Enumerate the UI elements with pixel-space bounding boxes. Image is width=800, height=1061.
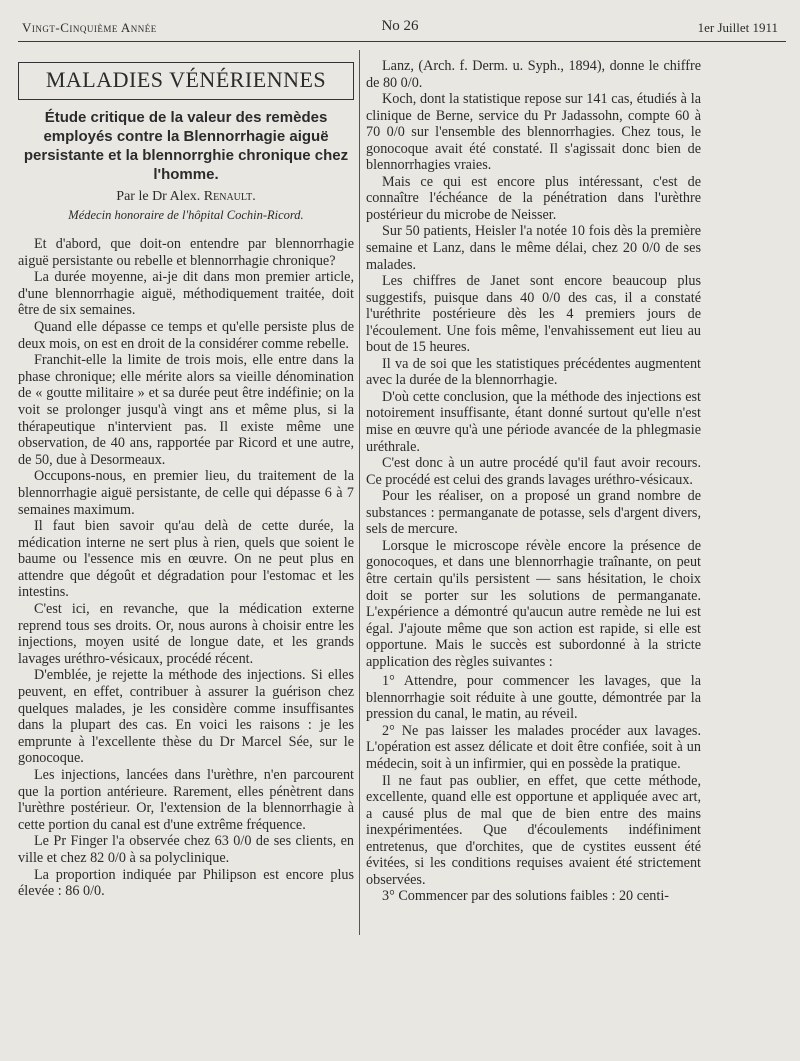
paragraph: Les injections, lancées dans l'urèthre, n'en parcourent que la portion antérieure. Rarement, elles pénètrent dans l'urèthre postérieur. Or, l'extension de la blennorrhagie à cette portion du canal est d'une extrême fréquence. [18,767,354,833]
header-rule [18,41,786,42]
paragraph: D'emblée, je rejette la méthode des injections. Si elles peuvent, en effet, contribuer à assurer la guérison chez quelques malades, je les considère comme insuffisantes dans la plupart des cas. En voici les raisons : je les emprunte à l'excellente thèse du Dr Marcel Sée, sur le gonocoque. [18,667,354,767]
byline-author: Renault. [203,189,256,204]
right-column [366,58,701,905]
left-column [18,58,354,900]
paragraph: Sur 50 patients, Heisler l'a notée 10 fois dès la première semaine et Lanz, dans le même délai, chez 20 0/0 de ses malades. [366,223,701,273]
paragraph: Le Pr Finger l'a observée chez 63 0/0 de ses clients, en ville et chez 82 0/0 à sa polyclinique. [18,833,354,866]
paragraph: Il ne faut pas oublier, en effet, que cette méthode, excellente, quand elle est opportune et appliquée avec art, a causé plus de mal que de bien entre des mains inexpérimentées. Que d'écoulements indéfiniment entretenus, que d'orchites, que de cystites eussent été évitées, si les conditions requises avaient été strictement observées. [366,772,701,888]
paragraph: Lanz, (Arch. f. Derm. u. Syph., 1894), donne le chiffre de 80 0/0. [366,58,701,91]
column-divider [359,50,360,935]
article-title: Étude critique de la valeur des remèdes employés contre la Blennorrhagie aiguë persistante et la blennorrghie chronique chez l'homme. [23,109,349,183]
header-year: Vingt-Cinquième Année [22,20,157,35]
paragraph: Franchit-elle la limite de trois mois, elle entre dans la phase chronique; elle mérite alors sa vieille dénomination de « goutte militaire » et sa durée peut être indéfinie; on la voit se prolonger jusqu'à vingt ans et même plus, si la thérapeutique n'intervient pas. Il existe même une observation, de 40 ans, rapportée par Ricord et une autre, de 50, due à Desormeaux. [18,352,354,468]
header-issue-number: No 26 [381,18,419,34]
paragraph: Mais ce qui est encore plus intéressant, c'est de connaître l'échéance de la pénétration dans l'urèthre postérieur du microbe de Neisser. [366,173,701,223]
paragraph: La durée moyenne, ai-je dit dans mon premier article, d'une blennorrhagie aiguë, méthodiquement traitée, doit être de six semaines. [18,269,354,319]
paragraph: Les chiffres de Janet sont encore beaucoup plus suggestifs, puisque dans 40 0/0 des cas, il a constaté l'uréthrite postérieure dès les 4 premiers jours de l'écoulement. Une fois même, l'envahissement eut lieu au bout de 15 heures. [366,273,701,356]
paragraph: Koch, dont la statistique repose sur 141 cas, étudiés à la clinique de Berne, service du Pr Jadassohn, compte 60 à 70 0/0 sur l'ensemble des blennorrhagies. Chez tous, le gonocoque avait été constaté. Il s'agissait donc bien de blennorrhagies vraies. [366,91,701,174]
paragraph: La proportion indiquée par Philipson est encore plus élevée : 86 0/0. [18,866,354,900]
author-affiliation: Médecin honoraire de l'hôpital Cochin-Ricord. [68,208,304,222]
byline [18,188,354,206]
paragraph: Quand elle dépasse ce temps et qu'elle persiste plus de deux mois, on est en droit de la considérer comme rebelle. [18,318,354,352]
paragraph: Lorsque le microscope révèle encore la présence de gonocoques, et dans une blennorrhagie traînante, on peut être certain qu'ils persistent — sans hésitation, le choix doit se porter sur les solutions de permanganate. L'expérience a démontré qu'aucun autre remède ne lui est égal. J'ajoute même que son action est rapide, si elle est opportune. Mais le succès est subordonné à la stricte application des règles suivantes : [366,537,701,670]
byline-prefix: Par le Dr Alex. [116,189,201,204]
paragraph: Occupons-nous, en premier lieu, du traitement de la blennorrhagie aiguë persistante, de celle qui dépasse 6 à 7 semaines maximum. [18,468,354,518]
paragraph: 2° Ne pas laisser les malades procéder aux lavages. L'opération est assez délicate et doit être confiée, soit à un médecin, soit à un infirmier, qui en possède la pratique. [366,722,701,772]
section-heading: MALADIES VÉNÉRIENNES [18,62,354,100]
paragraph: C'est donc à un autre procédé qu'il faut avoir recours. Ce procédé est celui des grands lavages uréthro-vésicaux. [366,455,701,488]
running-head [22,20,778,40]
header-date: 1er Juillet 1911 [697,20,778,35]
paragraph: 3° Commencer par des solutions faibles : 20 centi- [382,888,669,905]
paragraph: 1° Attendre, pour commencer les lavages, que la blennorrhagie soit réduite à une goutte, démontrée par la pression du canal, le matin, au réveil. [366,673,701,723]
paragraph: Il va de soi que les statistiques précédentes augmentent avec la durée de la blennorrhagie. [366,355,701,389]
paragraph: D'où cette conclusion, que la méthode des injections est notoirement insuffisante, étant donné surtout qu'elle n'est mise en œuvre qu'à une période avancée de la phlegmasie uréthrale. [366,388,701,455]
paragraph: Pour les réaliser, on a proposé un grand nombre de substances : permanganate de potasse, sels d'argent divers, sels de mercure. [366,488,701,538]
paragraph: C'est ici, en revanche, que la médication externe reprend tous ses droits. Or, nous aurons à choisir entre les injections, moyen usité de longue date, et les grands lavages uréthro-vésicaux, procédé récent. [18,601,354,667]
paragraph: Et d'abord, que doit-on entendre par blennorrhagie aiguë persistante ou rebelle et blennorrhagie chronique? [18,236,354,269]
paragraph: Il faut bien savoir qu'au delà de cette durée, la médication interne ne sert plus à rien, quels que soient le baume ou l'essence mis en œuvre. On ne peut plus en attendre que dégoût et dégradation pour l'estomac et les intestins. [18,518,354,601]
